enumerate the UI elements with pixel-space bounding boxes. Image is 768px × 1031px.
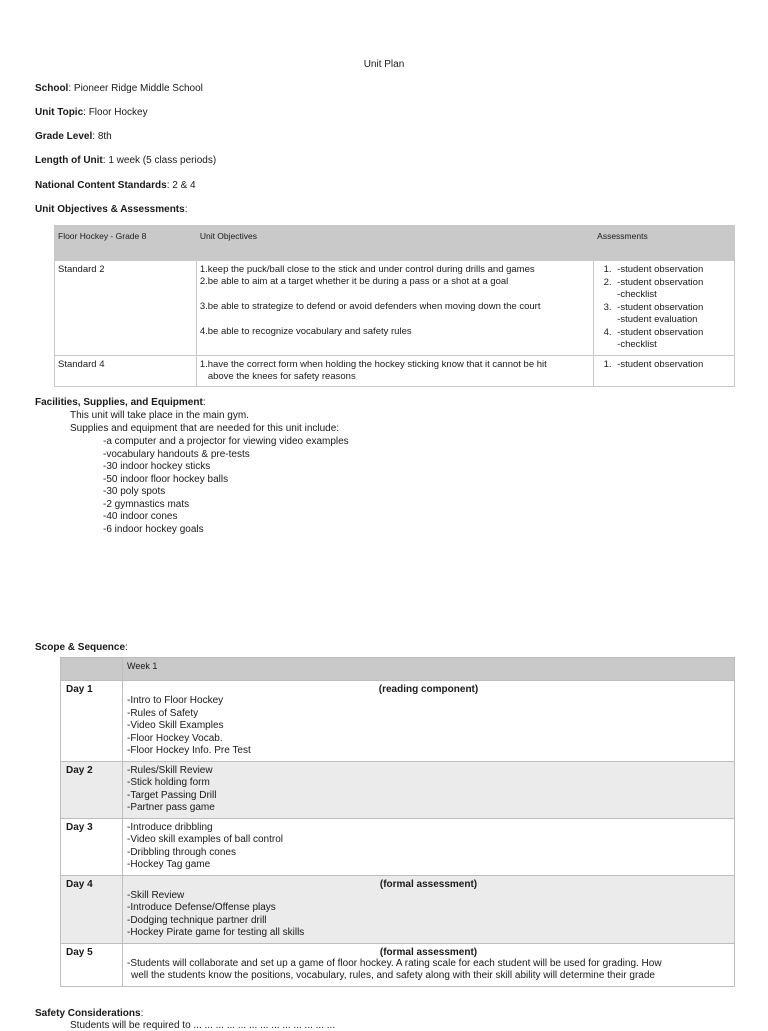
objective-item: 2.be able to aim at a target whether it be during a pass or a shot at a goal xyxy=(199,276,509,287)
supply-item: -6 indoor hockey goals xyxy=(103,523,204,535)
activity-item: -Skill Review xyxy=(127,889,185,901)
scope-sequence-table xyxy=(60,657,735,987)
objective-item-continued: above the knees for safety reasons xyxy=(207,370,356,382)
activity-item: -Floor Hockey Vocab. xyxy=(127,732,223,744)
day-note: (formal assessment) xyxy=(379,946,478,958)
activity-item: -Intro to Floor Hockey xyxy=(127,695,224,706)
activity-item: -Hockey Pirate game for testing all skills xyxy=(127,927,305,938)
supply-item: -40 indoor cones xyxy=(103,511,178,522)
header-standard: Floor Hockey - Grade 8 xyxy=(55,226,197,261)
unit-length-field xyxy=(35,155,216,166)
supply-item: -a computer and a projector for viewing video examples xyxy=(103,436,349,447)
content-standards-field xyxy=(35,180,196,191)
activity-item: -Video Skill Examples xyxy=(127,720,224,731)
activity-item: -Stick holding form xyxy=(127,777,210,788)
unit-topic-field xyxy=(35,107,148,118)
objectives-cell xyxy=(196,355,593,386)
assessment-item: 2. -student observation -checklist xyxy=(614,277,731,302)
objectives-table xyxy=(54,225,735,387)
facilities-line: Supplies and equipment that are needed for this unit include: xyxy=(70,423,340,434)
day-label: Day 3 xyxy=(61,818,123,875)
content-standards-value: : 2 & 4 xyxy=(166,180,196,191)
activity-item: -Floor Hockey Info. Pre Test xyxy=(127,745,251,756)
day-label: Day 5 xyxy=(61,943,123,986)
objective-item: 3.be able to strategize to defend or avoid defenders when moving down the court xyxy=(199,301,541,312)
objective-item: 1.have the correct form when holding the hockey sticking know that it cannot be hit xyxy=(199,358,547,370)
scope-heading: Scope & Sequence: xyxy=(35,642,128,653)
unit-topic-value: : Floor Hockey xyxy=(83,107,148,118)
activity-item: -Rules of Safety xyxy=(127,707,199,719)
scope-label: Scope & Sequence xyxy=(35,642,126,653)
supply-item: -30 poly spots xyxy=(103,486,166,497)
day-label: Day 4 xyxy=(61,875,123,943)
activity-item: -Partner pass game xyxy=(127,802,215,813)
assessment-item: 1. -student observation xyxy=(614,359,731,372)
objectives-heading: Unit Objectives & Assessments: xyxy=(35,204,188,215)
table-row xyxy=(61,943,735,986)
activity-item: -Dribbling through cones xyxy=(127,846,236,858)
activity-item: -Rules/Skill Review xyxy=(127,764,213,776)
assessment-item: 1. -student observation xyxy=(614,264,731,277)
header-assessments: Assessments xyxy=(594,226,735,261)
assessment-item: 3. -student observation -student evaluation xyxy=(614,302,731,327)
assessment-item: 4. -student observation -checklist xyxy=(614,327,731,352)
assessments-cell xyxy=(594,261,735,356)
day-activities xyxy=(123,818,735,875)
table-row xyxy=(55,355,735,386)
objectives-table-header xyxy=(55,226,735,261)
school-value: : Pioneer Ridge Middle School xyxy=(68,83,203,94)
supply-item: -30 indoor hockey sticks xyxy=(103,461,211,472)
day-label: Day 2 xyxy=(61,761,123,818)
table-row xyxy=(61,818,735,875)
table-row xyxy=(61,681,735,762)
scope-table-header xyxy=(61,658,735,681)
unit-length-value: : 1 week (5 class periods) xyxy=(102,155,217,166)
grade-level-value: : 8th xyxy=(92,131,112,142)
facilities-heading: Facilities, Supplies, and Equipment: xyxy=(35,397,206,408)
safety-label: Safety Considerations xyxy=(35,1008,141,1019)
activity-item: -Students will collaborate and set up a game of floor hockey. A rating scale for each student will be used for grading. How xyxy=(127,957,662,969)
unit-length-label: Length of Unit xyxy=(35,155,103,166)
school-label: School xyxy=(35,83,69,94)
supplies-list xyxy=(103,436,349,536)
standard-cell: Standard 4 xyxy=(55,355,197,386)
objectives-label: Unit Objectives & Assessments xyxy=(35,204,185,215)
objective-item: 1.keep the puck/ball close to the stick and under control during drills and games xyxy=(199,264,535,275)
school-field xyxy=(35,83,203,94)
activity-item: -Target Passing Drill xyxy=(127,789,217,801)
grade-level-label: Grade Level xyxy=(35,131,93,142)
activity-item: -Introduce dribbling xyxy=(127,821,213,833)
safety-text-cut: Students will be required to ... ... ... ... ... ... ... ... ... ... ... ... ... xyxy=(70,1020,336,1031)
header-objectives: Unit Objectives xyxy=(196,226,593,261)
safety-heading: Safety Considerations: xyxy=(35,1008,144,1019)
assessments-cell xyxy=(594,355,735,386)
day-activities xyxy=(123,761,735,818)
facilities-line: This unit will take place in the main gym. xyxy=(70,410,249,421)
standard-cell: Standard 2 xyxy=(55,261,197,356)
supply-item: -2 gymnastics mats xyxy=(103,498,190,510)
table-row xyxy=(61,761,735,818)
activity-item: -Video skill examples of ball control xyxy=(127,834,284,845)
week-header: Week 1 xyxy=(123,658,735,681)
table-row xyxy=(55,261,735,356)
day-activities xyxy=(123,681,735,762)
day-label: Day 1 xyxy=(61,681,123,762)
table-row xyxy=(61,875,735,943)
facilities-label: Facilities, Supplies, and Equipment xyxy=(35,397,203,408)
document-title: Unit Plan xyxy=(363,59,405,70)
day-note: (formal assessment) xyxy=(379,878,478,890)
unit-topic-label: Unit Topic xyxy=(35,107,84,118)
objective-item: 4.be able to recognize vocabulary and safety rules xyxy=(199,326,412,337)
day-note: (reading component) xyxy=(378,684,479,695)
activity-item: -Hockey Tag game xyxy=(127,859,211,870)
day-activities xyxy=(123,875,735,943)
day-activities xyxy=(123,943,735,986)
activity-item: -Introduce Defense/Offense plays xyxy=(127,902,276,913)
activity-item-continued: well the students know the positions, vocabulary, rules, and safety along with their skill ability will determine their grade xyxy=(131,970,655,981)
supply-item: -50 indoor floor hockey balls xyxy=(103,473,229,485)
grade-level-field xyxy=(35,131,112,142)
objectives-cell xyxy=(196,261,593,356)
supply-item: -vocabulary handouts & pre-tests xyxy=(103,448,250,460)
content-standards-label: National Content Standards xyxy=(35,180,167,191)
activity-item: -Dodging technique partner drill xyxy=(127,914,267,926)
